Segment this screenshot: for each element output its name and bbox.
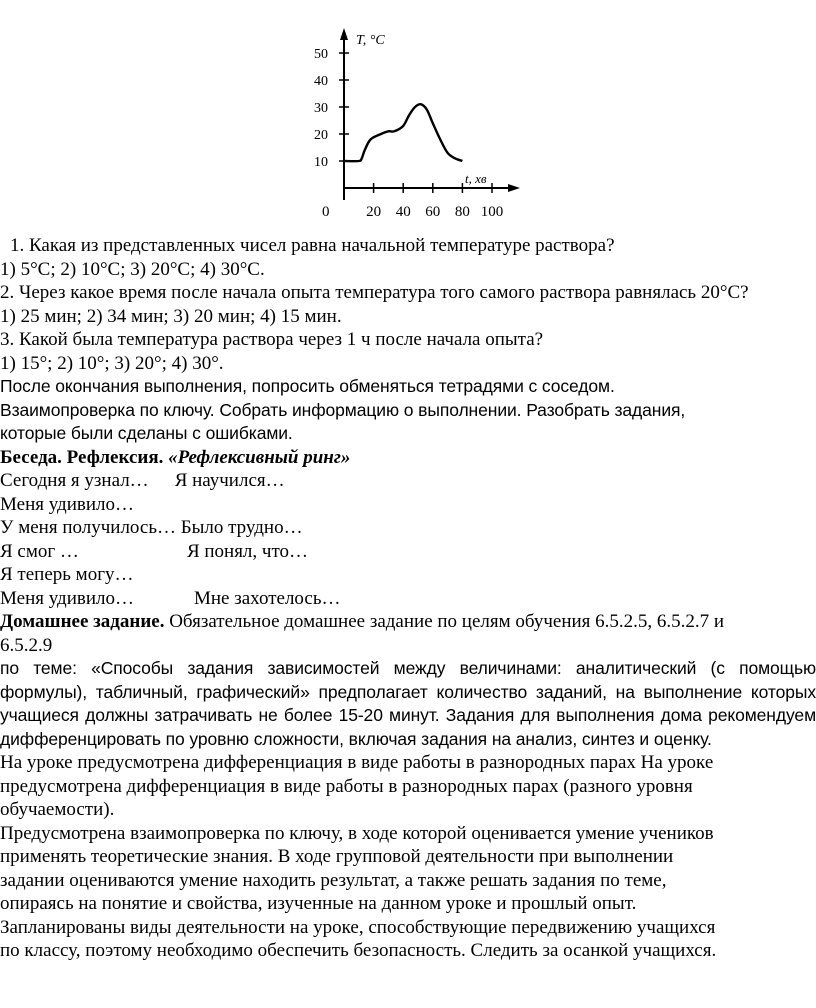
x-axis-label: t, хв [465,171,487,186]
after-work-line-3: которые были сделаны с ошибками. [0,423,293,443]
y-tick-label: 30 [314,101,328,116]
x-axis-arrow [508,184,520,192]
reflection-row-2: Меня удивило… [0,493,134,515]
after-work-line-2: Взаимопроверка по ключу. Собрать информацию о выполнении. Разобрать задания, [0,399,686,420]
differentiation-line-2: предусмотрена дифференциация в виде работы в разнородных парах (разного уровня [0,775,693,797]
question-3: 3. Какой была температура раствора через 1 ч после начала опыта? [0,329,544,350]
reflection-title: «Рефлексивный ринг» [168,446,351,468]
x-tick-label: 80 [454,204,470,220]
temperature-graph [300,20,530,225]
homework-label: Домашнее задание. [0,611,165,632]
reflection-row-1 [0,469,816,493]
x-tick-label: 40 [395,204,411,220]
y-axis-label: T, °C [356,33,385,48]
homework-paragraph: по теме: «Способы задания зависимостей между величинами: аналитический (с помощью формулы), табличный, графический» предполагает количество заданий, на выполнение которых учащиеся должны затрачивать не более 15-20 минут. Задания для выполнения дома рекомендуем дифференцировать по уровню сложности, включая задания на анализ, синтез и оценку. [0,658,816,749]
reflection-row-4 [0,540,816,564]
reflection-row-5: Я теперь могу… [0,564,134,585]
reflection-label: Беседа. Рефлексия. [0,446,164,468]
differentiation-line-3: обучаемости). [0,799,115,820]
temperature-curve [344,104,462,161]
assessment-line-1: Предусмотрена взаимопроверка по ключу, в ходе которой оценивается умение учеников [0,822,714,844]
y-tick-label: 10 [314,155,328,170]
reflection-prompt: Я научился… [174,470,285,491]
x-tick-label: 20 [366,204,382,220]
assessment-line-2: применять теоретические знания. В ходе групповой деятельности при выполнении [0,846,674,867]
question-2-options: 1) 25 мин; 2) 34 мин; 3) 20 мин; 4) 15 мин. [0,305,342,327]
question-3-options: 1) 15°; 2) 10°; 3) 20°; 4) 30°. [0,352,224,374]
reflection-prompt: Сегодня я узнал… [0,470,149,491]
question-1-options: 1) 5°С; 2) 10°С; 3) 20°С; 4) 30°С. [0,258,265,280]
homework-text: Обязательное домашнее задание по целям обучения 6.5.2.5, 6.5.2.7 и [169,611,725,632]
reflection-prompt: Я понял, что… [186,540,309,562]
safety-line-2: по классу, поэтому необходимо обеспечить безопасность. Следить за осанкой учащихся. [0,940,717,961]
reflection-row-6 [0,587,816,611]
x-tick-label: 100 [480,204,504,220]
y-tick-label: 50 [314,47,328,62]
differentiation-line-1: На уроке предусмотрена дифференциация в виде работы в разнородных парах На уроке [0,752,714,773]
homework-codes: 6.5.2.9 [0,634,53,656]
reflection-row-3: У меня получилось… Было трудно… [0,517,303,538]
x-tick-label: 60 [425,204,441,220]
y-axis-arrow [340,28,348,40]
y-tick-label: 40 [314,74,328,89]
reflection-prompt: Мне захотелось… [194,587,341,609]
safety-line-1: Запланированы виды деятельности на уроке, способствующие передвижению учащихся [0,916,716,938]
question-2: 2. Через какое время после начала опыта температура того самого раствора равнялась 20°С? [0,282,749,303]
question-1: 1. Какая из представленных чисел равна начальной температуре раствора? [10,235,615,256]
document-body [0,234,816,963]
reflection-prompt: Я смог … [0,540,79,562]
y-tick-label: 20 [314,128,328,143]
chart-svg [300,20,530,225]
assessment-line-4: опираясь на понятие и свойства, изученные на данном уроке и прошлый опыт. [0,893,637,914]
reflection-prompt: Меня удивило… [0,587,134,609]
reflection-heading [0,446,816,470]
assessment-line-3: задании оцениваются умение находить результат, а также решать задания по теме, [0,869,667,891]
after-work-line-1: После окончания выполнения, попросить обменяться тетрадями с соседом. [0,376,615,396]
homework-line [0,610,816,634]
origin-label: 0 [322,204,330,220]
